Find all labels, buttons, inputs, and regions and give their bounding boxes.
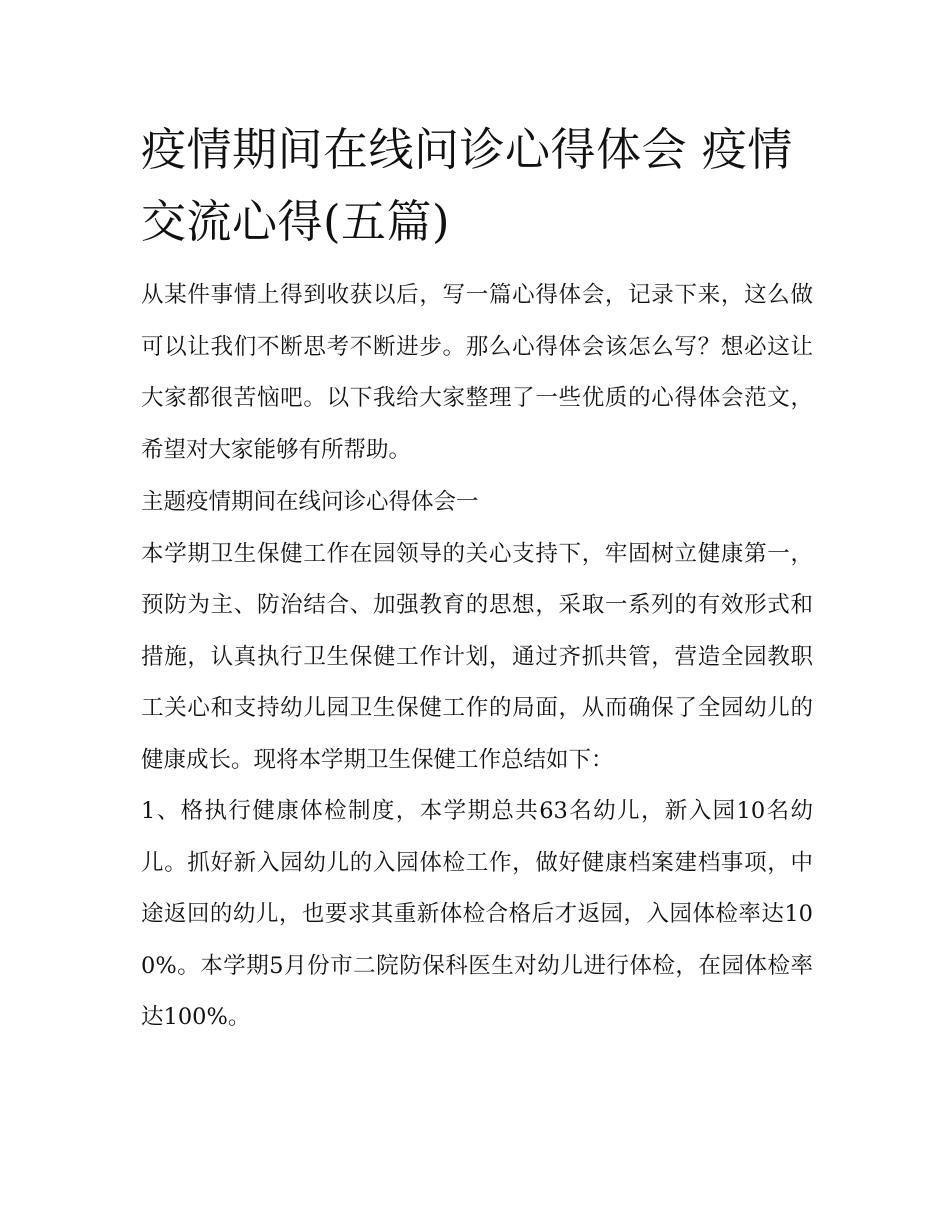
section-heading: 主题疫情期间在线问诊心得体会一 xyxy=(141,489,479,515)
intro-paragraph: 从某件事情上得到收获以后，写一篇心得体会，记录下来，这么做可以让我们不断思考不断进步。那么心得体会该怎么写？想必这让大家都很苦恼吧。以下我给大家整理了一些优质的心得体会范文，希望对大家能够有所帮助。 xyxy=(141,282,813,463)
body-paragraph-1: 本学期卫生保健工作在园领导的关心支持下，牢固树立健康第一，预防为主、防治结合、加强教育的思想，采取一系列的有效形式和措施，认真执行卫生保健工作计划，通过齐抓共管，营造全园教职工关心和支持幼儿园卫生保健工作的局面，从而确保了全园幼儿的健康成长。现将本学期卫生保健工作总结如下： xyxy=(141,540,813,773)
body-paragraph-2: 1、格执行健康体检制度，本学期总共63名幼儿，新入园10名幼儿。抓好新入园幼儿的入园体检工作，做好健康档案建档事项，中途返回的幼儿，也要求其重新体检合格后才返园，入园体检率达100%。本学期5月份市二院防保科医生对幼儿进行体检，在园体检率达100%。 xyxy=(141,798,813,1030)
document-title: 疫情期间在线问诊心得体会 疫情交流心得(五篇) xyxy=(141,123,793,248)
document-page xyxy=(141,114,813,1044)
